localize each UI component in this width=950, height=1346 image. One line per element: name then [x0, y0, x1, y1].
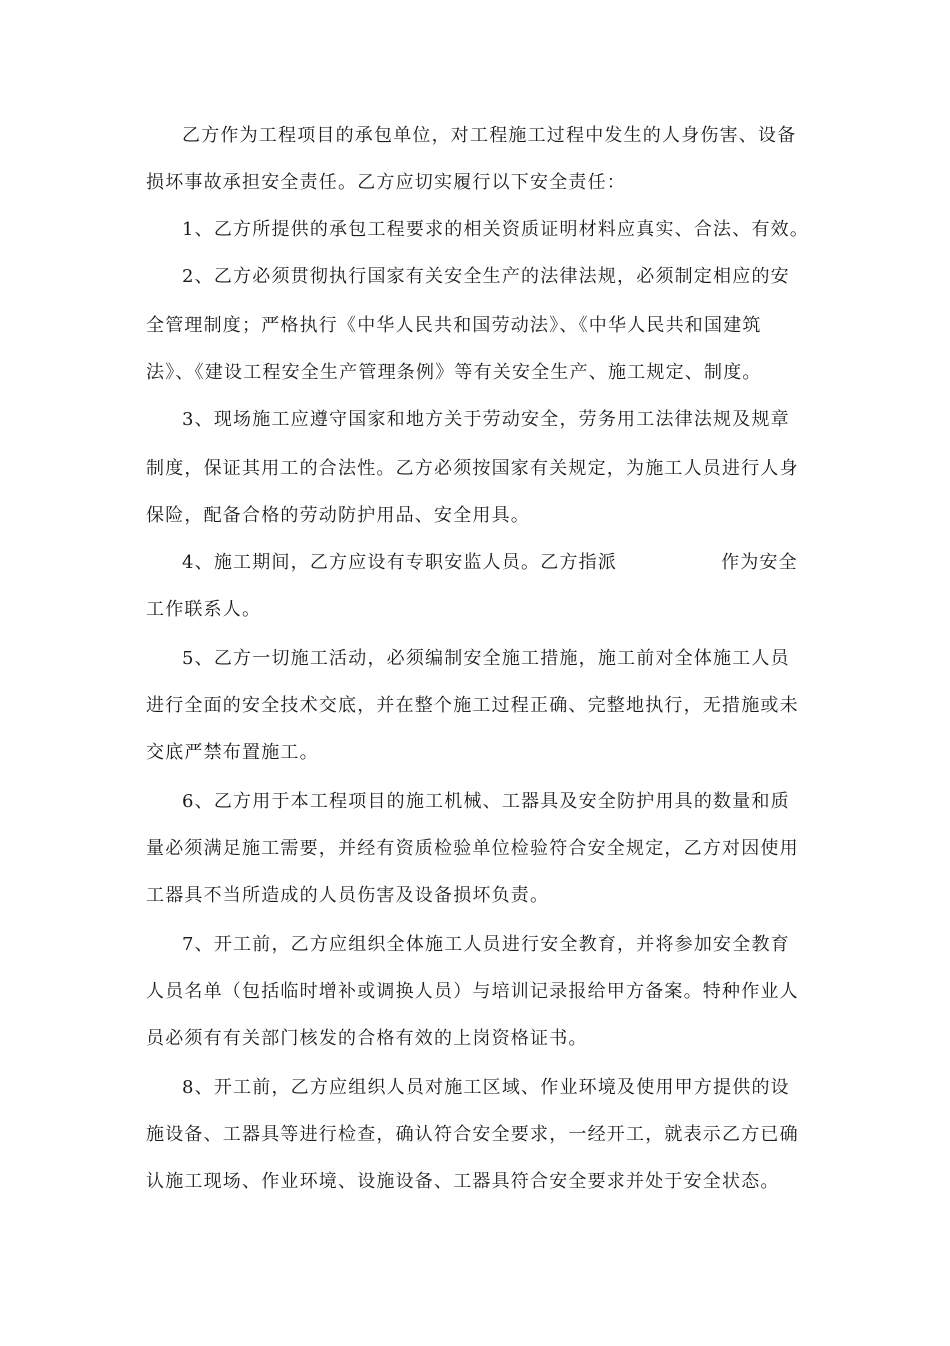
clause-8-line-2: 施设备、工器具等进行检查，确认符合安全要求，一经开工，就表示乙方已确: [146, 1124, 799, 1145]
clause-4-text-after-blank: 作为安全: [721, 552, 798, 573]
clause-5-line-2: 进行全面的安全技术交底，并在整个施工过程正确、完整地执行，无措施或未: [146, 695, 799, 716]
clause-2-line-1: 2、乙方必须贯彻执行国家有关安全生产的法律法规，必须制定相应的安: [182, 266, 790, 287]
clause-4-text-before-blank: 4、施工期间，乙方应设有专职安监人员。乙方指派: [182, 552, 618, 573]
clause-1-line-1: 1、乙方所提供的承包工程要求的相关资质证明材料应真实、合法、有效。: [182, 219, 810, 240]
clause-6-line-3: 工器具不当所造成的人员伤害及设备损坏负责。: [146, 885, 550, 906]
paragraph-intro-line-2: 损坏事故承担安全责任。乙方应切实履行以下安全责任：: [146, 172, 626, 193]
clause-8-line-1: 8、开工前，乙方应组织人员对施工区域、作业环境及使用甲方提供的设: [182, 1077, 790, 1098]
clause-5-line-3: 交底严禁布置施工。: [146, 742, 319, 763]
clause-8-line-3: 认施工现场、作业环境、设施设备、工器具符合安全要求并处于安全状态。: [146, 1171, 780, 1192]
clause-7-line-3: 员必须有有关部门核发的合格有效的上岗资格证书。: [146, 1028, 588, 1049]
clause-4-line-2: 工作联系人。: [146, 599, 262, 620]
clause-3-line-3: 保险，配备合格的劳动防护用品、安全用具。: [146, 505, 530, 526]
clause-4-line-1: [182, 551, 806, 575]
clause-3-line-2: 制度，保证其用工的合法性。乙方必须按国家有关规定，为施工人员进行人身: [146, 458, 799, 479]
clause-7-line-1: 7、开工前，乙方应组织全体施工人员进行安全教育，并将参加安全教育: [182, 934, 790, 955]
clause-5-line-1: 5、乙方一切施工活动，必须编制安全施工措施，施工前对全体施工人员: [182, 648, 790, 669]
clause-6-line-2: 量必须满足施工需要，并经有资质检验单位检验符合安全规定，乙方对因使用: [146, 838, 799, 859]
paragraph-intro-line-1: 乙方作为工程项目的承包单位，对工程施工过程中发生的人身伤害、设备: [182, 125, 797, 146]
clause-2-line-3: 法》、《建设工程安全生产管理条例》等有关安全生产、施工规定、制度。: [146, 362, 762, 383]
clause-2-line-2: 全管理制度；严格执行《中华人民共和国劳动法》、《中华人民共和国建筑: [146, 315, 762, 336]
clause-7-line-2: 人员名单（包括临时增补或调换人员）与培训记录报给甲方备案。特种作业人: [146, 981, 799, 1002]
clause-3-line-1: 3、现场施工应遵守国家和地方关于劳动安全，劳务用工法律法规及规章: [182, 409, 790, 430]
clause-6-line-1: 6、乙方用于本工程项目的施工机械、工器具及安全防护用具的数量和质: [182, 791, 790, 812]
